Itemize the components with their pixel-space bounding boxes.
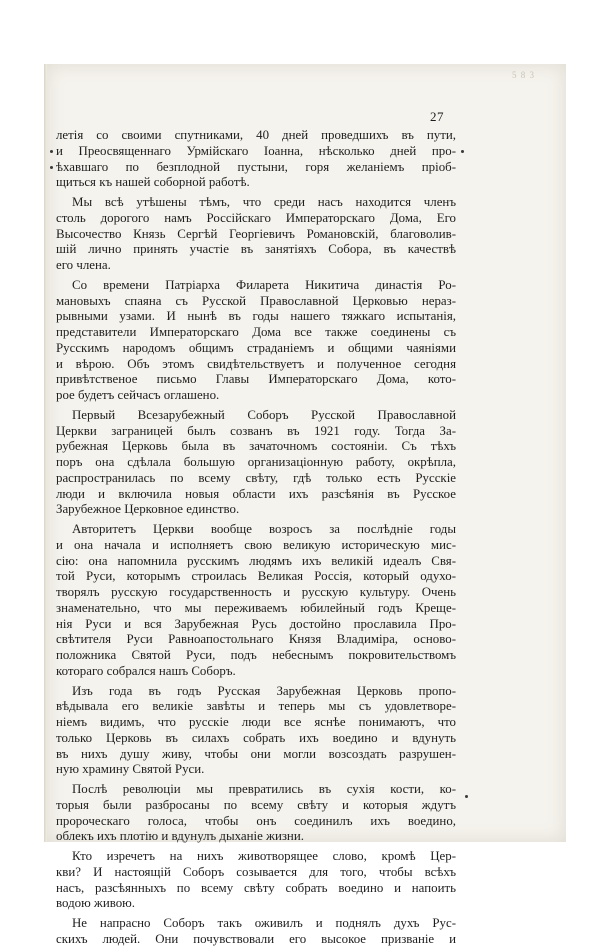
margin-dot [50,150,53,153]
text-line: той Руси, которымъ строилась Великая Россія, который одухо- [56,569,456,584]
text-line: Изъ года въ годъ Русская Зарубежная Церковь пропо- [72,683,456,698]
text-line: насъ, разсѣянныхъ по всему свѣту собрать воедино и напоить [56,880,456,895]
text-line: ѣхавшаго по безплодной пустыни, горя желаніемъ пріоб- [56,159,456,174]
paragraph [56,849,456,912]
text-line: представители Императорскаго Дома все также соединены съ [56,325,456,339]
text-line: положника Святой Руси, подъ небеснымъ покровительствомъ [56,648,456,662]
text-line: ніемъ видимъ, что русскіе люди все яснѣе понимаютъ, что [56,715,456,729]
paragraph [56,408,456,518]
paragraph [56,522,456,680]
text-line: Послѣ революціи мы превратились въ сухія кости, ко- [72,782,456,796]
text-line: и Преосвященнаго Урмійскаго Іоанна, нѣсколько дней про- [56,143,456,158]
text-line: торыя были разбросаны по всему свѣту и которыя ждутъ [56,797,456,812]
paragraph [56,916,456,948]
text-line: Высочество Князь Сергѣй Георгіевичъ Романовскій, благоволив- [56,226,456,241]
text-line: люди и включила новыя области ихъ разсѣянія въ Русское [56,486,456,501]
text-line: облекъ ихъ плотію и вдунулъ дыханіе жизни. [56,829,304,844]
text-line: пророческаго голоса, чтобы онъ соединилъ ихъ воедино, [56,813,456,828]
margin-dot [50,166,53,169]
text-line: свѣтителя Руси Равноапостольнаго Князя Владиміра, осново- [56,632,456,647]
text-line: котораго собрался нашъ Соборъ. [56,663,236,678]
paragraph [56,782,456,845]
text-line: водою живою. [56,896,136,911]
text-line: распространилась по всему свѣту, гдѣ только есть Русскіе [56,470,456,485]
text-line: мановыхъ спаяна съ Русской Православной Церковью нераз- [56,293,456,308]
text-line: въ нихъ душу живу, чтобы они могли возсоздать разрушен- [56,746,456,761]
text-line: щиться къ нашей соборной работѣ. [56,175,250,190]
text-line: Не напрасно Соборъ такъ оживилъ и поднялъ духъ Рус- [72,916,456,930]
text-line: Мы всѣ утѣшены тѣмъ, что среди насъ находится членъ [72,195,456,209]
text-line: только Церковь въ силахъ собрать ихъ воедино и вдунуть [56,730,456,745]
text-line: нія Руси и вся Зарубежная Русь достойно прославила Про- [56,616,456,631]
paragraph [56,195,456,274]
text-line: Кто изречетъ на нихъ животворящее слово, кромѣ Цер- [72,849,456,863]
text-line: скихъ людей. Они почувствовали его высокое призваніе и [56,931,456,946]
page-number: 27 [430,109,444,124]
text-line: рывными узами. И нынѣ въ годы нашего тяжкаго испытанія, [56,309,456,324]
text-line: рое будетъ сейчасъ оглашено. [56,388,220,402]
text-line: ную храмину Святой Руси. [56,762,205,777]
text-line: знаменательно, что мы переживаемъ юбилейный годъ Креще- [56,600,456,615]
text-line: кви? И настоящій Соборъ созывается для того, чтобы всѣхъ [56,864,456,879]
text-line: привѣтственое письмо Главы Императорскаго Дома, кото- [56,372,456,387]
text-line: шій лично принять участіе въ занятіяхъ Собора, въ качествѣ [56,242,456,257]
text-line: летія со своими спутниками, 40 дней проведшихъ въ пути, [56,128,456,142]
text-line: поръ она сдѣлала большую организаціонную работу, окрѣпла, [56,455,456,469]
text-line: Авторитетъ Церкви вообще возросъ за послѣдніе годы [72,522,456,536]
paragraph [56,128,456,191]
text-line: творялъ русскую государственность и русскую культуру. Очень [56,585,456,599]
text-line: сію: она напомнила русскимъ людямъ ихъ великій идеалъ Свя- [56,553,456,568]
text-line: столь дорогого намъ Россійскаго Императорскаго Дома, Его [56,210,456,225]
margin-dot [465,795,468,798]
text-line: и вѣрою. Объ этомъ свидѣтельствуетъ и полученное сегодня [56,356,456,371]
text-line: Зарубежное Церковное единство. [56,502,240,517]
paragraph [56,278,456,404]
text-line: и она начала и исполняетъ свою великую историческую мис- [56,537,456,552]
text-line: вѣдывала его великіе завѣты и теперь мы съ удовлетворе- [56,699,456,714]
body-text [56,128,456,948]
text-line: Русскимъ народомъ общимъ страданіемъ и общими чаяніями [56,340,456,355]
text-line: Церкви заграницей былъ созванъ въ 1921 году. Тогда За- [56,423,456,438]
margin-dot [461,150,464,153]
paragraph [56,684,456,779]
faint-pencil-mark: 5 8 3 [512,70,535,80]
text-line: его члена. [56,258,111,272]
text-line: Со времени Патріарха Филарета Никитича династія Ро- [72,277,456,292]
text-line: рубежная Церковь была въ зачаточномъ состояніи. Съ тѣхъ [56,439,456,454]
text-line: Первый Всезарубежный Соборъ Русской Православной [72,407,456,422]
paper-edge-shadow [44,64,47,842]
